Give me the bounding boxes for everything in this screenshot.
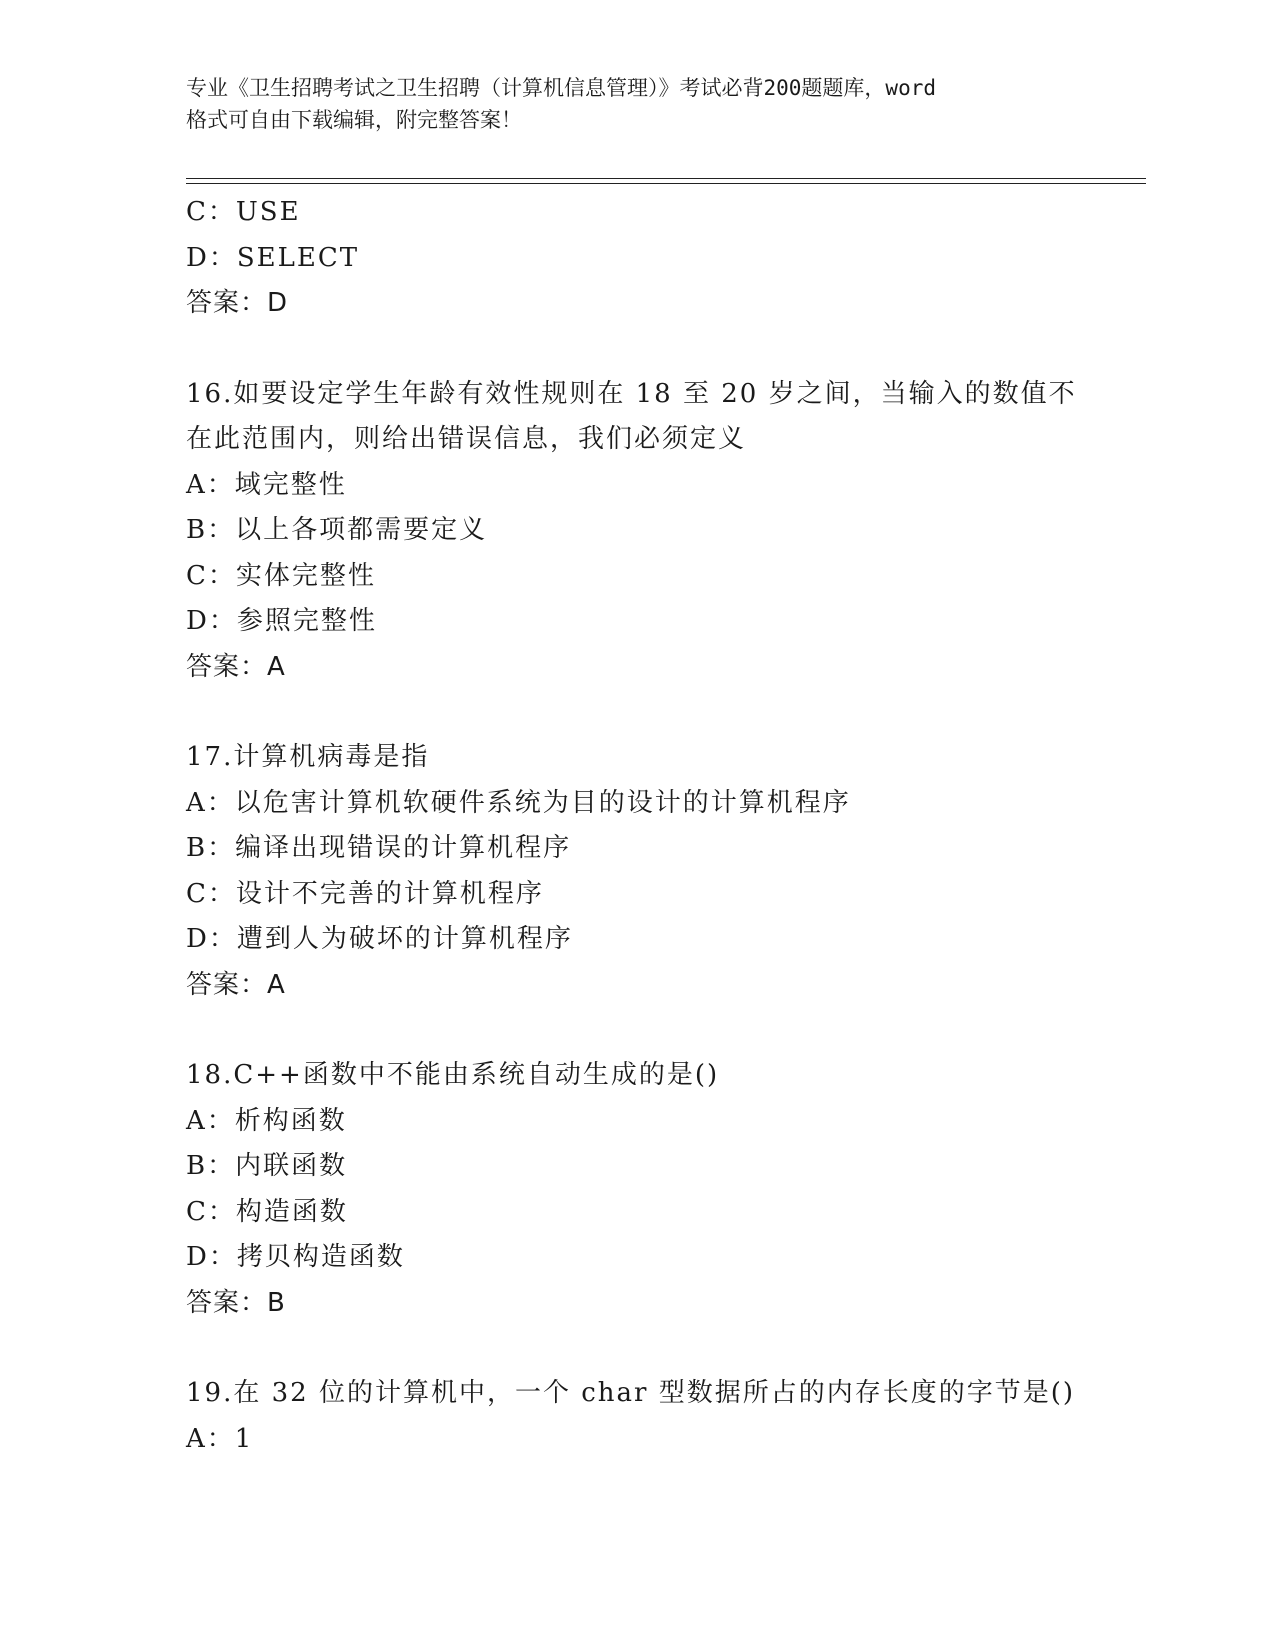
question-stem: 在此范围内，则给出错误信息，我们必须定义: [186, 424, 747, 454]
option-line: B：内联函数: [186, 1151, 348, 1181]
option-line: A：析构函数: [186, 1105, 347, 1136]
question-list: [186, 190, 1146, 1462]
question-stem: 17.计算机病毒是指: [186, 742, 430, 772]
option-line: D：SELECT: [186, 242, 360, 273]
header-rule-top: [186, 178, 1146, 179]
option-line: D：参照完整性: [186, 606, 377, 636]
header-line-2: 格式可自由下载编辑，附完整答案！: [186, 108, 522, 132]
question-stem: 18.C++函数中不能由系统自动生成的是(): [186, 1060, 720, 1090]
answer-line: 答案：A: [186, 651, 286, 682]
question-gap: [186, 327, 1146, 372]
question-gap: [186, 690, 1146, 735]
option-line: D：拷贝构造函数: [186, 1242, 405, 1272]
document-header: [186, 72, 1086, 136]
question-gap: [186, 1008, 1146, 1053]
option-line: C：实体完整性: [186, 560, 376, 591]
option-line: D：遭到人为破坏的计算机程序: [186, 924, 573, 954]
option-line: C：USE: [186, 197, 301, 227]
option-line: B：编译出现错误的计算机程序: [186, 833, 572, 863]
option-line: C：设计不完善的计算机程序: [186, 878, 544, 909]
option-line: A：域完整性: [186, 469, 347, 500]
answer-line: 答案：A: [186, 969, 286, 1000]
header-line-1: 专业《卫生招聘考试之卫生招聘（计算机信息管理）》考试必背200题题库，word: [186, 76, 936, 100]
answer-line: 答案：B: [186, 1287, 286, 1318]
option-line: B：以上各项都需要定义: [186, 515, 488, 545]
option-line: C：构造函数: [186, 1196, 348, 1227]
header-rule-bottom: [186, 183, 1146, 184]
question-stem: 19.在 32 位的计算机中，一个 char 型数据所占的内存长度的字节是(): [186, 1378, 1076, 1408]
answer-line: 答案：D: [186, 288, 289, 318]
question-gap: [186, 1326, 1146, 1371]
question-stem: 16.如要设定学生年龄有效性规则在 18 至 20 岁之间，当输入的数值不: [186, 378, 1077, 409]
option-line: A：以危害计算机软硬件系统为目的设计的计算机程序: [186, 787, 851, 818]
option-line: A：1: [186, 1423, 254, 1454]
